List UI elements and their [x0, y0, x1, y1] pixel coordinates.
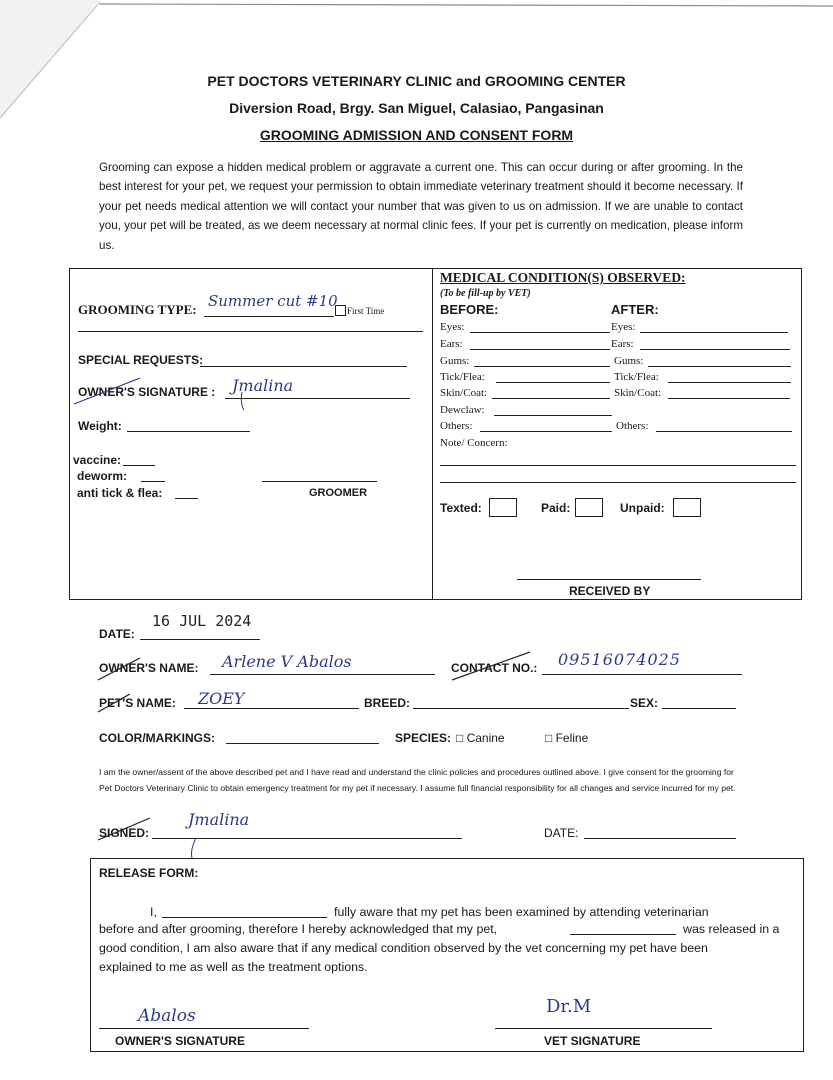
breed-line[interactable] [413, 708, 629, 709]
deworm-line[interactable] [141, 481, 165, 482]
form-title: GROOMING ADMISSION AND CONSENT FORM [259, 127, 574, 143]
release-pet-line[interactable] [570, 934, 676, 935]
special-requests-line[interactable] [200, 366, 407, 367]
antitick-label: anti tick & flea: [77, 486, 163, 500]
release-form-box [90, 858, 804, 1052]
vaccine-line[interactable] [123, 465, 155, 466]
color-label: COLOR/MARKINGS: [99, 731, 215, 745]
grooming-type-value[interactable]: Summer cut #10 [208, 292, 338, 310]
grooming-extra-line [78, 331, 423, 332]
before-dewclaw-line[interactable] [494, 415, 612, 416]
release-line2-b: was released in a [683, 922, 780, 936]
breed-label: BREED: [364, 696, 411, 710]
release-title: RELEASE FORM: [99, 866, 199, 880]
owner-name-value[interactable]: Arlene V Abalos [222, 652, 352, 671]
first-time-checkbox[interactable] [335, 305, 346, 316]
paid-label: Paid: [541, 501, 571, 515]
table-divider [432, 268, 433, 600]
after-tickflea-label: Tick/Flea: [614, 371, 659, 383]
first-time-label: First Time [347, 306, 385, 316]
note-concern-label: Note/ Concern: [440, 437, 508, 449]
grooming-type-line [204, 316, 334, 317]
date-value[interactable]: 16 JUL 2024 [152, 612, 252, 630]
feline-option[interactable]: □ Feline [545, 731, 589, 745]
owner-name-line [210, 674, 435, 675]
weight-line[interactable] [127, 431, 250, 432]
date-line [140, 639, 260, 640]
canine-option[interactable]: □ Canine [456, 731, 505, 745]
clinic-name: PET DOCTORS VETERINARY CLINIC and GROOMING CENTER [207, 73, 626, 89]
after-eyes-label: Eyes: [611, 321, 636, 333]
owner-sig-value[interactable]: Abalos [138, 1006, 196, 1026]
clinic-address: Diversion Road, Brgy. San Miguel, Calasiao, Pangasinan [229, 100, 604, 116]
contact-line [542, 674, 742, 675]
groomer-line [262, 481, 377, 482]
date-label: DATE: [99, 627, 135, 641]
before-gums-line[interactable] [474, 366, 610, 367]
species-label: SPECIES: [395, 731, 452, 745]
after-skincoat-label: Skin/Coat: [614, 387, 662, 399]
after-others-label: Others: [616, 420, 649, 432]
pet-name-value[interactable]: ZOEY [198, 689, 245, 708]
after-gums-line[interactable] [648, 366, 791, 367]
contact-value[interactable]: 09516074025 [558, 650, 681, 669]
antitick-line[interactable] [175, 498, 198, 499]
medical-subtitle: (To be fill-up by VET) [440, 288, 531, 299]
before-gums-label: Gums: [440, 355, 470, 367]
before-label: BEFORE: [440, 302, 499, 317]
signed-line [152, 838, 462, 839]
medical-title: MEDICAL CONDITION(S) OBSERVED: [440, 270, 686, 285]
after-others-line[interactable] [656, 431, 792, 432]
consent-date-label: DATE: [544, 826, 579, 840]
groomer-label: GROOMER [309, 487, 368, 499]
vaccine-label: vaccine: [73, 453, 122, 467]
vet-sig-line [495, 1028, 712, 1029]
before-tickflea-line[interactable] [496, 382, 610, 383]
note-line-1[interactable] [440, 465, 796, 466]
release-line1-b: fully aware that my pet has been examined by attending veterinarian [334, 905, 709, 919]
sex-label: SEX: [630, 696, 659, 710]
release-line2-a: before and after grooming, therefore I hereby acknowledged that my pet, [99, 922, 498, 936]
after-skincoat-line[interactable] [668, 398, 790, 399]
release-line3: good condition, I am also aware that if any medical condition observed by the vet concerning my pet have been [99, 941, 708, 955]
note-line-2[interactable] [440, 482, 796, 483]
sex-line[interactable] [662, 708, 736, 709]
before-eyes-line[interactable] [470, 332, 610, 333]
before-tickflea-label: Tick/Flea: [440, 371, 485, 383]
unpaid-label: Unpaid: [620, 501, 665, 515]
before-eyes-label: Eyes: [440, 321, 465, 333]
intro-paragraph: Grooming can expose a hidden medical problem or aggravate a current one. This can occur during or after grooming. In the best interest for your pet, we request your permission to obtain immediate veterinary treatment should it become necessary. If your pet needs medical attention we will contact your number that was given to us on admission. If we are unable to contact you, your pet will be treated, as we deem necessary at normal clinic fees. If your pet is currently on medication, please inform us. [99, 161, 743, 252]
contact-label: CONTACT NO.: [451, 661, 538, 675]
after-ears-line[interactable] [640, 349, 790, 350]
release-line4: explained to me as well as the treatment options. [99, 960, 368, 974]
texted-label: Texted: [440, 501, 482, 515]
before-skincoat-line[interactable] [492, 398, 610, 399]
owner-signature-value[interactable]: Jmalina [232, 376, 294, 395]
after-gums-label: Gums: [614, 355, 644, 367]
signed-label: SIGNED: [99, 826, 150, 840]
special-requests-label: SPECIAL REQUESTS: [78, 353, 204, 367]
owner-sig-line [99, 1028, 309, 1029]
owner-sig-label: OWNER'S SIGNATURE [115, 1034, 245, 1048]
after-ears-label: Ears: [611, 338, 634, 350]
owner-name-label: OWNER'S NAME: [99, 661, 199, 675]
consent-date-line[interactable] [584, 838, 736, 839]
pet-name-line [184, 708, 359, 709]
release-line1-a: I, [150, 905, 157, 919]
unpaid-checkbox[interactable] [673, 498, 701, 517]
before-others-label: Others: [440, 420, 473, 432]
signed-value[interactable]: Jmalina [188, 810, 250, 829]
before-ears-line[interactable] [470, 349, 610, 350]
received-by-line [517, 579, 701, 580]
color-line[interactable] [226, 743, 379, 744]
received-by-label: RECEIVED BY [569, 584, 651, 598]
after-label: AFTER: [611, 302, 659, 317]
deworm-label: deworm: [77, 469, 128, 483]
consent-text: I am the owner/assent of the above described pet and I have read and understand the clinic policies and procedures outlined above. I give consent for the grooming for Pet Doctors Veterinary Clinic to obtain emergency treatment for my pet if necessary. I assume full financial responsibility for all changes and service incurred for my pet. [99, 767, 736, 793]
release-owner-line[interactable] [162, 917, 327, 918]
owner-signature-label: OWNER'S SIGNATURE : [78, 385, 216, 399]
vet-sig-label: VET SIGNATURE [544, 1034, 641, 1048]
before-dewclaw-label: Dewclaw: [440, 404, 485, 416]
owner-signature-line [225, 398, 410, 399]
vet-sig-value[interactable]: Dr.M [546, 996, 592, 1017]
weight-label: Weight: [78, 419, 122, 433]
grooming-type-label: GROOMING TYPE: [78, 302, 197, 317]
before-others-line[interactable] [480, 431, 612, 432]
pet-name-label: PET'S NAME: [99, 696, 176, 710]
after-eyes-line[interactable] [640, 332, 788, 333]
before-ears-label: Ears: [440, 338, 463, 350]
texted-checkbox[interactable] [489, 498, 517, 517]
paid-checkbox[interactable] [575, 498, 603, 517]
before-skincoat-label: Skin/Coat: [440, 387, 488, 399]
after-tickflea-line[interactable] [668, 382, 791, 383]
